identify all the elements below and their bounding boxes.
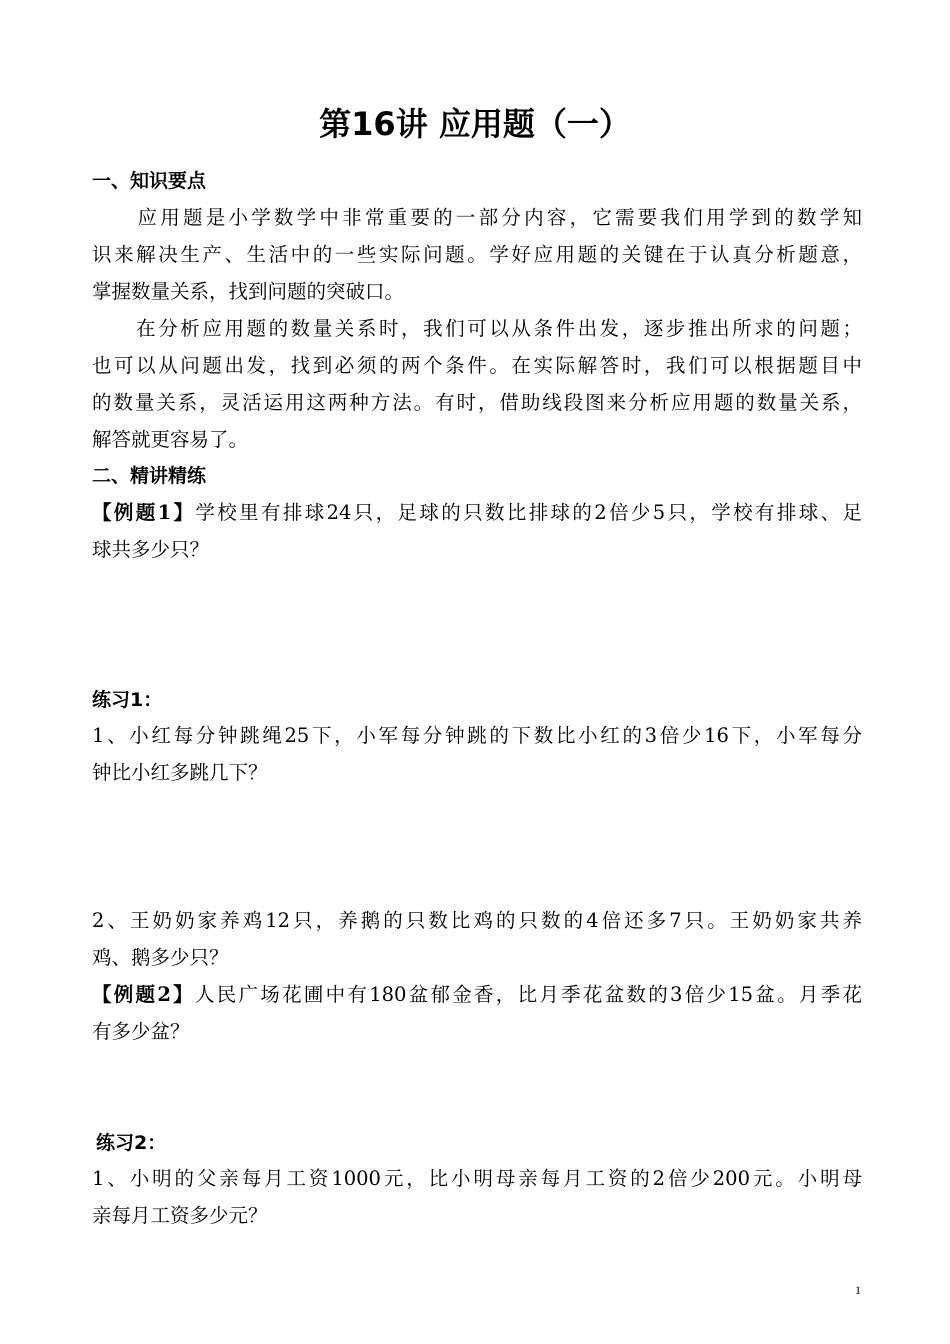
section-heading-practice: 二、精讲精练 xyxy=(92,465,207,487)
practice-1-question-1: 钟比小红多跳几下？ xyxy=(92,761,268,784)
practice-1-question-1: 1、小红每分钟跳绳25下，小军每分钟跳的下数比小红的3倍少16下，小军每分 xyxy=(92,724,862,747)
section-heading-knowledge: 一、知识要点 xyxy=(92,170,207,192)
page-number: 1 xyxy=(855,1283,861,1297)
paragraph-line: 解答就更容易了。 xyxy=(92,428,249,451)
example-1-text: 学校里有排球24只，足球的只数比排球的2倍少5只，学校有排球、足 xyxy=(195,501,862,524)
practice-1-heading: 练习1： xyxy=(92,689,163,711)
page-title: 第16讲 应用题（一） xyxy=(319,105,631,143)
paragraph-line: 也可以从问题出发，找到必须的两个条件。在实际解答时，我们可以根据题目中 xyxy=(92,354,862,377)
practice-2-question-1: 1、小明的父亲每月工资1000元，比小明母亲每月工资的2倍少200元。小明母 xyxy=(92,1167,862,1190)
practice-1-question-2: 鸡、鹅多少只？ xyxy=(92,946,229,969)
paragraph-line: 在分析应用题的数量关系时，我们可以从条件出发，逐步推出所求的问题； xyxy=(92,317,862,340)
practice-1-question-2: 2、王奶奶家养鸡12只，养鹅的只数比鸡的只数的4倍还多7只。王奶奶家共养 xyxy=(92,909,862,932)
example-2-text: 人民广场花圃中有180盆郁金香，比月季花盆数的3倍少15盆。月季花 xyxy=(194,983,862,1006)
example-1-line xyxy=(92,498,862,528)
paragraph-line: 识来解决生产、生活中的一些实际问题。学好应用题的关键在于认真分析题意， xyxy=(92,243,862,266)
example-1-label: 【例题1】 xyxy=(92,501,196,524)
paragraph-line: 的数量关系，灵活运用这两种方法。有时，借助线段图来分析应用题的数量关系， xyxy=(92,391,862,414)
example-2-label: 【例题2】 xyxy=(92,983,195,1006)
example-2-line xyxy=(92,980,862,1010)
practice-2-heading: 练习2： xyxy=(96,1132,167,1154)
paragraph-line: 应用题是小学数学中非常重要的一部分内容，它需要我们用学到的数学知 xyxy=(92,206,862,229)
example-2-line: 有多少盆？ xyxy=(92,1020,190,1043)
practice-2-question-1: 亲每月工资多少元？ xyxy=(92,1204,268,1227)
example-1-line: 球共多少只？ xyxy=(92,538,210,561)
paragraph-line: 掌握数量关系，找到问题的突破口。 xyxy=(92,280,405,303)
